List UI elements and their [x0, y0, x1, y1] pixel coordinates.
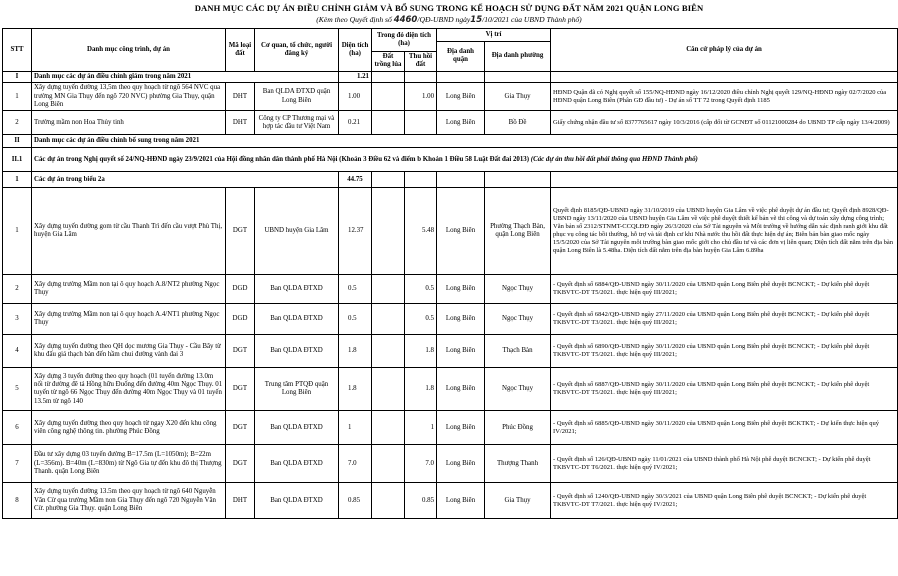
row-stt: 5 [3, 368, 32, 411]
project-name: Xây dựng tuyến đường theo QH dọc mương Gia Thụy - Cầu Bây từ khu đấu giá thạch bàn đến hầm chui đường vành đai 3 [32, 335, 226, 368]
area-value: 0.85 [339, 483, 372, 519]
table-row [3, 483, 898, 519]
section-row [3, 71, 898, 82]
recovered-land-value: 1.00 [405, 83, 437, 111]
recovered-land-value: 1.8 [405, 368, 437, 411]
land-type-code: DHT [226, 111, 255, 135]
project-name: Xây dựng tuyến đường 13,5m theo quy hoạch từ ngõ 564 NVC qua trường MN Gia Thụy đến ngõ 720 NVC) phường Gia Thụy, quận Long Biên [32, 83, 226, 111]
district-name: Long Biên [437, 483, 485, 519]
project-name: Đầu tư xây dựng 03 tuyến đường B=17.5m (L=1050m); B=22m (L=356m). B=40m (L=830m) từ Ngõ Gia tự đến khu đô thị Thượng Thanh. quận Long Biên [32, 445, 226, 483]
subsection-row [3, 148, 898, 172]
district-name: Long Biên [437, 411, 485, 445]
document-subtitle [0, 15, 898, 25]
registrant-org: UBND huyện Gia Lâm [255, 188, 339, 275]
land-type-code: DGT [226, 368, 255, 411]
table-row [3, 445, 898, 483]
district-name: Long Biên [437, 275, 485, 304]
area-value: 1.00 [339, 83, 372, 111]
table-row [3, 411, 898, 445]
district-name: Long Biên [437, 304, 485, 335]
subtitle-middle: /QĐ-UBND ngày [417, 15, 471, 24]
group-stt: 1 [3, 172, 32, 188]
project-table [2, 28, 898, 519]
ward-name: Thạch Bàn [485, 335, 551, 368]
document-title: DANH MỤC CÁC DỰ ÁN ĐIỀU CHỈNH GIẢM VÀ BỔ SUNG TRONG KẾ HOẠCH SỬ DỤNG ĐẤT NĂM 2021 QUẬN LONG BIÊN [194, 3, 704, 13]
section-name: Danh mục các dự án điều chỉnh giảm trong năm 2021 [32, 71, 339, 82]
legal-basis: - Quyết định số 6885/QĐ-UBND ngày 30/11/2020 của UBND quận Long Biên phê duyệt BCKTKT; - Dự kiến thực hiện quý IV/2021; [551, 411, 898, 445]
land-type-code: DGD [226, 304, 255, 335]
row-stt: 4 [3, 335, 32, 368]
section-stt: I [3, 71, 32, 82]
rice-land-value [372, 368, 405, 411]
subsection-name [32, 148, 898, 172]
section-row [3, 135, 898, 148]
registrant-org: Công ty CP Thương mại và hợp tác đầu tư Việt Nam [255, 111, 339, 135]
header-in-area: Trong đó diện tích (ha) [372, 29, 437, 52]
area-value: 1 [339, 411, 372, 445]
recovered-land-value: 1.8 [405, 335, 437, 368]
land-type-code: DGT [226, 445, 255, 483]
ward-name: Thượng Thanh [485, 445, 551, 483]
header-recover: Thu hồi đất [405, 52, 437, 72]
ward-name: Ngọc Thụy [485, 275, 551, 304]
recovered-land-value: 0.85 [405, 483, 437, 519]
project-name: Xây dựng tuyến đường theo quy hoạch từ ngay X20 đến khu công viên công nghệ thông tin. phường Phúc Đồng [32, 411, 226, 445]
table-row [3, 368, 898, 411]
row-stt: 6 [3, 411, 32, 445]
table-row [3, 335, 898, 368]
subsection-note: (Các dự án thu hồi đất phải thông qua HĐND Thành phố) [530, 155, 698, 163]
row-stt: 1 [3, 83, 32, 111]
land-type-code: DGD [226, 275, 255, 304]
district-name: Long Biên [437, 445, 485, 483]
area-value: 0.5 [339, 275, 372, 304]
recovered-land-value [405, 111, 437, 135]
district-name: Long Biên [437, 83, 485, 111]
ward-name: Ngọc Thụy [485, 368, 551, 411]
subsection-stt: II.1 [3, 148, 32, 172]
header-stt: STT [3, 29, 32, 72]
row-stt: 2 [3, 275, 32, 304]
legal-basis: Giấy chứng nhận đầu tư số 8377765617 ngày 10/3/2016 (cấp đổi từ GCNĐT số 01121000284 do UBND TP cấp ngày 13/4/2009) [551, 111, 898, 135]
recovered-land-value: 0.5 [405, 275, 437, 304]
header-org: Cơ quan, tổ chức, người đăng ký [255, 29, 339, 72]
table-row [3, 111, 898, 135]
legal-basis: - Quyết định số 6890/QĐ-UBND ngày 30/11/2020 của UBND quận Long Biên phê duyệt BCNCKT; - Dự kiến phê duyệt TKBVTC-DT T5/2021. thực hiện quý III/2021; [551, 335, 898, 368]
land-type-code: DHT [226, 83, 255, 111]
legal-basis: - Quyết định số 6887/QĐ-UBND ngày 30/11/2020 của UBND quận Long Biên phê duyệt BCNCKT; - Dự kiến phê duyệt TKBVTC-DT T5/2021. thực hiện quý III/2021; [551, 368, 898, 411]
rice-land-value [372, 304, 405, 335]
land-type-code: DGT [226, 188, 255, 275]
registrant-org: Ban QLDA ĐTXD [255, 445, 339, 483]
project-name: Trường mầm non Hoa Thủy tinh [32, 111, 226, 135]
ward-name: Ngọc Thụy [485, 304, 551, 335]
district-name: Long Biên [437, 335, 485, 368]
table-row [3, 188, 898, 275]
handwritten-day: 15 [470, 15, 483, 25]
group-area: 44.75 [339, 172, 372, 188]
row-stt: 3 [3, 304, 32, 335]
area-value: 1.8 [339, 335, 372, 368]
area-value: 7.0 [339, 445, 372, 483]
rice-land-value [372, 83, 405, 111]
table-row [3, 304, 898, 335]
registrant-org: Ban QLDA ĐTXD [255, 335, 339, 368]
table-row [3, 275, 898, 304]
district-name: Long Biên [437, 368, 485, 411]
legal-basis: - Quyết định số 1240/QĐ-UBND ngày 30/3/2021 của UBND quận Long Biên phê duyệt BCNCKT; - Dự kiến phê duyệt TKBVTC-DT T7/2021. thực hiện quý IV/2021; [551, 483, 898, 519]
row-stt: 7 [3, 445, 32, 483]
header-area: Diện tích (ha) [339, 29, 372, 72]
rice-land-value [372, 111, 405, 135]
recovered-land-value: 0.5 [405, 304, 437, 335]
legal-basis: Quyết định 8185/QĐ-UBND ngày 31/10/2019 của UBND huyện Gia Lâm về việc phê duyệt dự án đầu tư; Quyết định 8928/QĐ-UBND ngày 13/11/2020 của UBND huyện Gia Lâm về việc phê duyệt thiết kế bản vẽ thi công và dự toán xây dựng công trình; Văn bản số 2312/STNMT-CCQLĐĐ ngày 26/3/2020 của Sở Tài nguyên và Môi trường về hướng dẫn xác định ranh giới khu đất phục vụ công tác bồi thường, hỗ trợ và tái định cư khi Nhà nước thu hồi đất thực hiện dự án; Biên bản bàn giao mốc ngày 15/5/2020 của Sở Tài nguyên môi trường bàn giao mốc giới cho chủ đầu tư và các đơn vị liên quan; Diện tích đất nằm trên địa bàn quận Long Biên là 5.48ha. Diện tích đất nằm trên địa bàn huyện Gia Lâm 6.89ha [551, 188, 898, 275]
district-name: Long Biên [437, 111, 485, 135]
subtitle-suffix: /10/2021 của UBND Thành phố) [482, 15, 582, 24]
land-type-code: DGT [226, 335, 255, 368]
project-name: Xây dựng 3 tuyến đường theo quy hoạch (01 tuyến đường 13.0m nối từ đường đê tả Hồng hữu Đuống đến đường 40m Ngọc Thụy. 01 tuyến từ ngõ 66 Ngọc Thụy đến đường 40m Ngọc Thụy và 01 tuyến 13.5m từ ngõ 140 [32, 368, 226, 411]
legal-basis: - Quyết định số 6842/QĐ-UBND ngày 27/11/2020 của UBND quận Long Biên phê duyệt BCNCKT; - Dự kiến phê duyệt TKBVTC-DT T3/2021. thực hiện quý III/2021; [551, 304, 898, 335]
project-name: Xây dựng tuyến đường 13.5m theo quy hoạch từ ngõ 640 Nguyễn Văn Cừ qua trường Mầm non Gia Thụy đến ngõ 720 Nguyễn Văn Cừ. phường Gia Thụy. quận Long Biên [32, 483, 226, 519]
registrant-org: Ban QLDA ĐTXD quận Long Biên [255, 83, 339, 111]
subtitle-prefix: (Kèm theo Quyết định số [316, 15, 392, 24]
rice-land-value [372, 445, 405, 483]
table-row [3, 83, 898, 111]
header-name: Danh mục công trình, dự án [32, 29, 226, 72]
rice-land-value [372, 335, 405, 368]
area-value: 0.5 [339, 304, 372, 335]
header-rice: Đất trồng lúa [372, 52, 405, 72]
recovered-land-value: 7.0 [405, 445, 437, 483]
section-stt: II [3, 135, 32, 148]
registrant-org: Ban QLDA ĐTXD [255, 483, 339, 519]
land-type-code: DGT [226, 411, 255, 445]
group-name: Các dự án trong biểu 2a [32, 172, 339, 188]
legal-basis: - Quyết định số 6884/QĐ-UBND ngày 30/11/2020 của UBND quận Long Biên phê duyệt BCNCKT; - Dự kiến phê duyệt TKBVTC-DT T5/2021. thực hiện quý III/2021; [551, 275, 898, 304]
row-stt: 8 [3, 483, 32, 519]
recovered-land-value: 1 [405, 411, 437, 445]
rice-land-value [372, 411, 405, 445]
project-name: Xây dựng trường Mầm non tại ô quy hoạch A.8/NT2 phường Ngọc Thụy [32, 275, 226, 304]
header-location: Vị trí [437, 29, 551, 42]
subsection-title: Các dự án trong Nghị quyết số 24/NQ-HĐND ngày 23/9/2021 của Hội đồng nhân dân thành phố Hà Nội (Khoản 3 Điều 62 và điểm b Khoản 1 Điều 58 Luật Đất đai 2013) [34, 155, 530, 163]
district-name: Long Biên [437, 188, 485, 275]
ward-name: Phường Thạch Bàn, quận Long Biên [485, 188, 551, 275]
row-stt: 1 [3, 188, 32, 275]
area-value: 1.8 [339, 368, 372, 411]
registrant-org: Ban QLDA ĐTXD [255, 304, 339, 335]
header-ward: Địa danh phường [485, 42, 551, 72]
group-row [3, 172, 898, 188]
project-name: Xây dựng tuyến đường gom từ cầu Thanh Trì đến cầu vượt Phù Thị, huyện Gia Lâm [32, 188, 226, 275]
header-type: Mã loại đất [226, 29, 255, 72]
legal-basis: HĐND Quận đã có Nghị quyết số 155/NQ-HĐND ngày 16/12/2020 điều chỉnh Nghị quyết 129/NQ-HĐND ngày 02/7/2020 của HĐND quận Long Biên (Phân GĐ đầu tư) - Dự án số TT 72 trong Quyết định 1185 [551, 83, 898, 111]
rice-land-value [372, 188, 405, 275]
ward-name: Gia Thụy [485, 483, 551, 519]
header-district: Địa danh quận [437, 42, 485, 72]
registrant-org: Ban QLDA ĐTXD [255, 275, 339, 304]
header-basis: Căn cứ pháp lý của dự án [551, 29, 898, 72]
project-name: Xây dựng trường Mầm non tại ô quy hoạch A.4/NT1 phường Ngọc Thụy [32, 304, 226, 335]
legal-basis: - Quyết định số 126/QĐ-UBND ngày 11/01/2021 của UBND thành phố Hà Nội phê duyệt BCNCKT; - Dự kiến phê duyệt TKBVTC-DT T6/2021. thực hiện quý IV/2021; [551, 445, 898, 483]
registrant-org: Ban QLDA ĐTXD [255, 411, 339, 445]
row-stt: 2 [3, 111, 32, 135]
handwritten-decision-number: 4460 [393, 15, 418, 25]
registrant-org: Trung tâm PTQĐ quận Long Biên [255, 368, 339, 411]
land-type-code: DHT [226, 483, 255, 519]
section-name: Danh mục các dự án điều chỉnh bổ sung trong năm 2021 [32, 135, 898, 148]
rice-land-value [372, 275, 405, 304]
ward-name: Bồ Đề [485, 111, 551, 135]
area-value: 12.37 [339, 188, 372, 275]
rice-land-value [372, 483, 405, 519]
ward-name: Gia Thụy [485, 83, 551, 111]
ward-name: Phúc Đồng [485, 411, 551, 445]
section-area: 1.21 [339, 71, 372, 82]
recovered-land-value: 5.48 [405, 188, 437, 275]
area-value: 0.21 [339, 111, 372, 135]
